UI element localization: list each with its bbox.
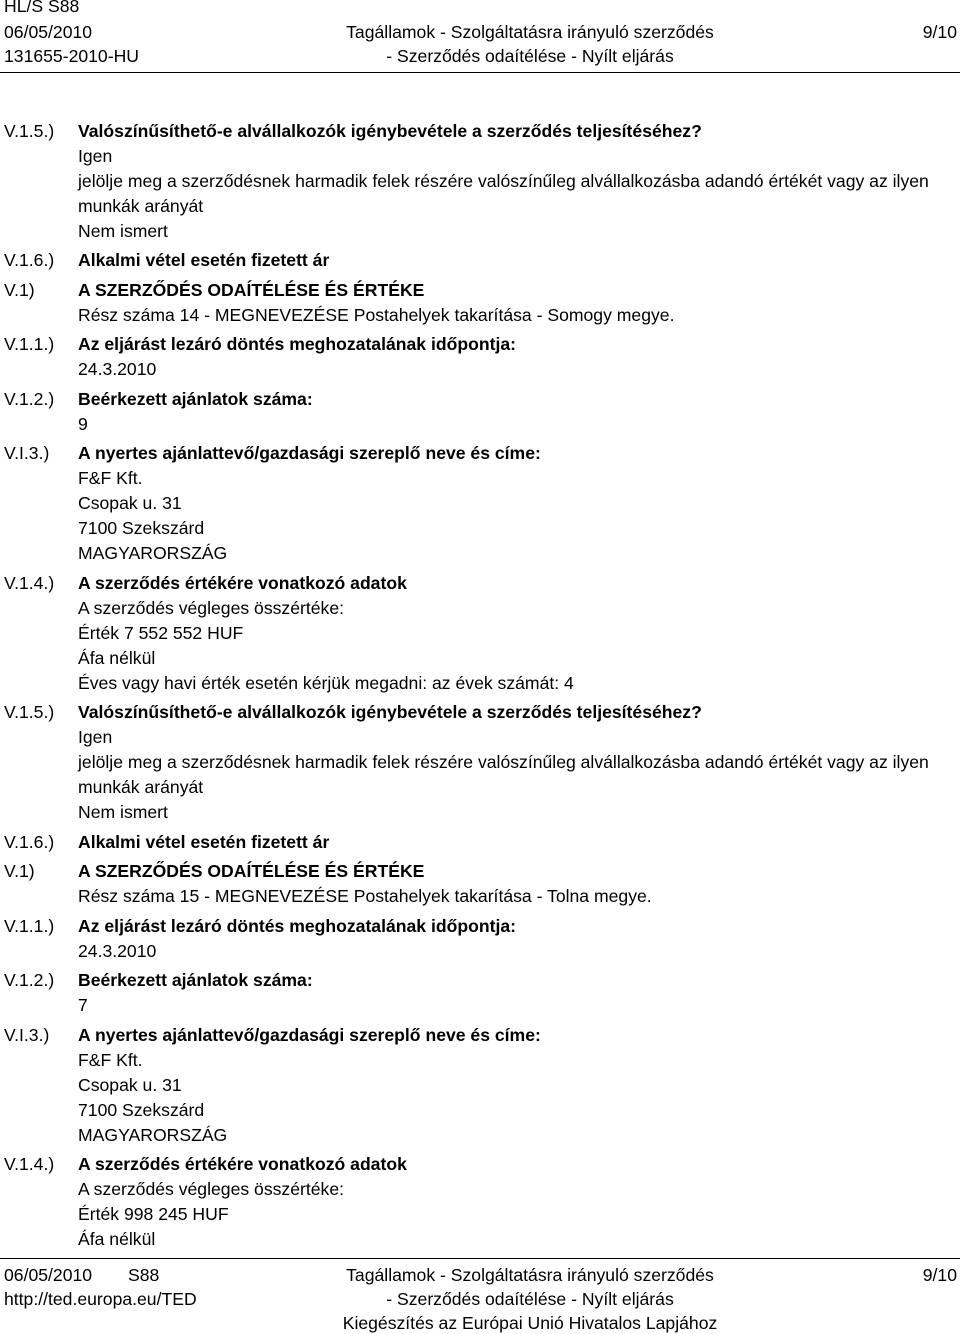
notice-number: 131655-2010-HU bbox=[4, 46, 139, 66]
section-award-and-value-lot-14 bbox=[0, 278, 960, 328]
vat-note: Áfa nélkül bbox=[78, 647, 156, 668]
winner-country: MAGYARORSZÁG bbox=[78, 1124, 228, 1145]
section-bargain-purchase-price-lot-14 bbox=[0, 830, 960, 855]
section-heading: A szerződés értékére vonatkozó adatok bbox=[78, 572, 407, 593]
winner-name: F&F Kft. bbox=[78, 468, 143, 488]
footer-subtitle: - Szerződés odaítélése - Nyílt eljárás bbox=[386, 1289, 674, 1309]
winner-street: Csopak u. 31 bbox=[78, 1074, 182, 1095]
subcontracting-answer: Igen bbox=[78, 727, 113, 747]
section-heading: Alkalmi vétel esetén fizetett ár bbox=[78, 250, 330, 270]
section-winner-lot-15 bbox=[0, 1023, 960, 1148]
section-contract-value-lot-15 bbox=[0, 1152, 960, 1252]
final-value-label: A szerződés végleges összértéke: bbox=[78, 1179, 345, 1199]
winner-name: F&F Kft. bbox=[78, 1049, 143, 1070]
section-heading: A szerződés értékére vonatkozó adatok bbox=[78, 1154, 407, 1174]
section-number: V.1.5.) bbox=[4, 120, 55, 141]
notice-body bbox=[0, 114, 960, 1252]
award-decision-date: 24.3.2010 bbox=[78, 940, 157, 961]
section-award-decision-date-lot-14 bbox=[0, 332, 960, 382]
subcontracting-share-prompt-continued: munkák arányát bbox=[78, 195, 204, 216]
winner-street: Csopak u. 31 bbox=[78, 493, 182, 513]
section-heading: Alkalmi vétel esetén fizetett ár bbox=[78, 831, 330, 852]
vat-note: Áfa nélkül bbox=[78, 1229, 156, 1249]
footer-supplement: Kiegészítés az Európai Unió Hivatalos Lapjához bbox=[342, 1313, 718, 1333]
section-heading: A SZERZŐDÉS ODAÍTÉLÉSE ÉS ÉRTÉKE bbox=[78, 279, 425, 300]
section-bargain-purchase-price-lot-13 bbox=[0, 248, 960, 273]
section-heading: Az eljárást lezáró döntés meghozatalának időpontja: bbox=[78, 334, 516, 354]
section-award-and-value-lot-15 bbox=[0, 859, 960, 909]
section-heading: A nyertes ajánlattevő/gazdasági szereplő neve és címe: bbox=[78, 1024, 541, 1045]
section-offers-received-lot-15 bbox=[0, 968, 960, 1018]
final-value-amount: Érték 998 245 HUF bbox=[78, 1204, 229, 1224]
section-heading: Valószínűsíthető-e alvállalkozók igénybevétele a szerződés teljesítéséhez? bbox=[78, 702, 702, 722]
section-subcontracting-lot-13 bbox=[0, 119, 960, 244]
lot-title: Rész száma 15 - MEGNEVEZÉSE Postahelyek takarítása - Tolna megye. bbox=[78, 886, 652, 906]
footer-date: 06/05/2010 bbox=[4, 1265, 93, 1285]
subcontracting-answer: Igen bbox=[78, 145, 113, 166]
section-number: V.1.1.) bbox=[4, 334, 55, 354]
section-award-decision-date-lot-15 bbox=[0, 914, 960, 964]
section-number: V.1.2.) bbox=[4, 388, 55, 409]
section-heading: Beérkezett ajánlatok száma: bbox=[78, 970, 313, 990]
subcontracting-share-prompt: jelölje meg a szerződésnek harmadik felek részére valószínűleg alvállalkozásba adandó értékét vagy az ilyen bbox=[78, 170, 929, 191]
section-number: V.1.5.) bbox=[4, 702, 55, 722]
section-number: V.1.4.) bbox=[4, 1154, 55, 1174]
journal-reference: HL/S S88 bbox=[4, 0, 80, 16]
page-number: 9/10 bbox=[922, 22, 957, 42]
section-number: V.1.6.) bbox=[4, 250, 55, 270]
section-number: V.1.6.) bbox=[4, 831, 55, 852]
final-value-label: A szerződés végleges összértéke: bbox=[78, 597, 345, 618]
award-decision-date: 24.3.2010 bbox=[78, 359, 157, 379]
section-offers-received-lot-14 bbox=[0, 387, 960, 437]
winner-city: 7100 Szekszárd bbox=[78, 518, 205, 538]
section-number: V.1.2.) bbox=[4, 970, 55, 990]
subcontracting-share-value: Nem ismert bbox=[78, 220, 168, 241]
publication-date: 06/05/2010 bbox=[4, 22, 93, 42]
section-winner-lot-14 bbox=[0, 441, 960, 566]
footer-page-number: 9/10 bbox=[922, 1265, 957, 1285]
header-rule bbox=[0, 72, 960, 73]
final-value-amount: Érték 7 552 552 HUF bbox=[78, 622, 244, 643]
section-number: V.I.3.) bbox=[4, 1024, 50, 1045]
section-heading: A SZERZŐDÉS ODAÍTÉLÉSE ÉS ÉRTÉKE bbox=[78, 861, 425, 881]
footer-title: Tagállamok - Szolgáltatásra irányuló szerződés bbox=[346, 1265, 714, 1285]
subcontracting-share-prompt-continued: munkák arányát bbox=[78, 777, 204, 797]
section-heading: A nyertes ajánlattevő/gazdasági szereplő neve és címe: bbox=[78, 443, 541, 463]
section-subcontracting-lot-14 bbox=[0, 700, 960, 825]
footer-rule bbox=[0, 1258, 960, 1259]
section-heading: Az eljárást lezáró döntés meghozatalának időpontja: bbox=[78, 915, 516, 936]
winner-country: MAGYARORSZÁG bbox=[78, 543, 228, 563]
ted-link[interactable]: http://ted.europa.eu/TED bbox=[4, 1289, 197, 1309]
section-number: V.1) bbox=[4, 861, 35, 881]
offers-received-count: 9 bbox=[78, 413, 88, 434]
section-heading: Beérkezett ajánlatok száma: bbox=[78, 388, 313, 409]
section-number: V.1.1.) bbox=[4, 915, 55, 936]
footer-journal: S88 bbox=[128, 1265, 160, 1285]
notice-subtitle: - Szerződés odaítélése - Nyílt eljárás bbox=[386, 46, 674, 66]
notice-type-title: Tagállamok - Szolgáltatásra irányuló szerződés bbox=[346, 22, 714, 42]
section-heading: Valószínűsíthető-e alvállalkozók igénybevétele a szerződés teljesítéséhez? bbox=[78, 120, 702, 141]
subcontracting-share-prompt: jelölje meg a szerződésnek harmadik felek részére valószínűleg alvállalkozásba adandó értékét vagy az ilyen bbox=[78, 752, 929, 772]
lot-title: Rész száma 14 - MEGNEVEZÉSE Postahelyek takarítása - Somogy megye. bbox=[78, 304, 675, 325]
section-number: V.I.3.) bbox=[4, 443, 50, 463]
duration-years: Éves vagy havi érték esetén kérjük megadni: az évek számát: 4 bbox=[78, 672, 574, 693]
offers-received-count: 7 bbox=[78, 995, 88, 1015]
subcontracting-share-value: Nem ismert bbox=[78, 802, 168, 822]
section-contract-value-lot-14 bbox=[0, 571, 960, 696]
winner-city: 7100 Szekszárd bbox=[78, 1099, 205, 1120]
section-number: V.1) bbox=[4, 279, 35, 300]
section-number: V.1.4.) bbox=[4, 572, 55, 593]
